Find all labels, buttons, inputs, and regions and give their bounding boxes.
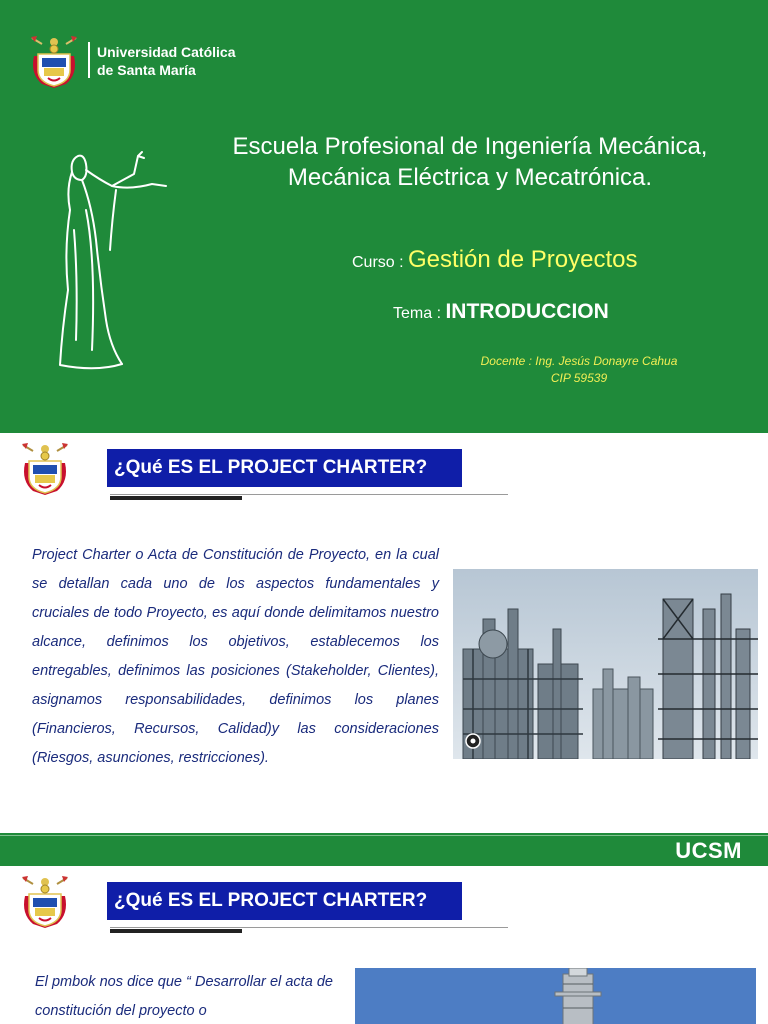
university-crest-icon [18,441,72,501]
slide-heading: ¿Qué ES EL PROJECT CHARTER? [107,449,462,487]
university-crest-icon [18,874,72,934]
course-line [352,246,637,274]
heading-accent-rule [110,496,242,500]
university-name-line2: de Santa María [97,62,196,78]
heading-accent-rule [110,929,242,933]
refinery-tower-photo [355,968,756,1024]
slide-body-text: Project Charter o Acta de Constitución de Proyecto, en la cual se detallan cada uno de los aspectos fundamentales y cruciales de todo Proyecto, es aquí donde delimitamos nuestro alcance, definimos los objetivos, establecemos los entregables, definimos las posiciones (Stakeholder, Clientes), asignamos responsabilidades, definimos los planes (Financieros, Recursos, Calidad)y las consideraciones (Riesgos, asunciones, restricciones). [32,547,439,766]
school-name-line2: Mecánica Eléctrica y Mecatrónica. [287,164,653,191]
school-name [190,131,750,193]
teacher-name: Docente : Ing. Jesús Donayre Cahua [480,354,678,368]
project-charter-slide [0,433,768,833]
slide-heading: ¿Qué ES EL PROJECT CHARTER? [107,882,462,920]
refinery-photo [453,569,758,759]
topic-value: INTRODUCCION [445,300,609,323]
topic-label: Tema : [393,305,446,322]
school-name-line1: Escuela Profesional de Ingeniería Mecánica, [232,133,708,160]
virgin-statue-icon [56,150,176,379]
logo-divider [88,42,90,78]
title-slide [0,0,768,433]
university-crest-icon [28,34,80,94]
heading-rule [110,927,508,928]
course-label: Curso : [352,254,409,271]
project-charter-slide-2 [0,866,768,1024]
brand-logo-text: UCSM [675,838,742,863]
slide-body-text: El pmbok nos dice que “ Desarrollar el acta de constitución del proyecto o [35,974,333,1019]
university-name-line1: Universidad Católica [97,44,236,60]
course-value: Gestión de Proyectos [408,246,638,273]
heading-rule [110,494,508,495]
footer-band [0,833,768,866]
footer-band-line [0,835,768,836]
teacher-cip: CIP 59539 [550,371,608,385]
topic-line [393,300,609,324]
university-name [97,43,236,79]
teacher-info [440,353,718,387]
